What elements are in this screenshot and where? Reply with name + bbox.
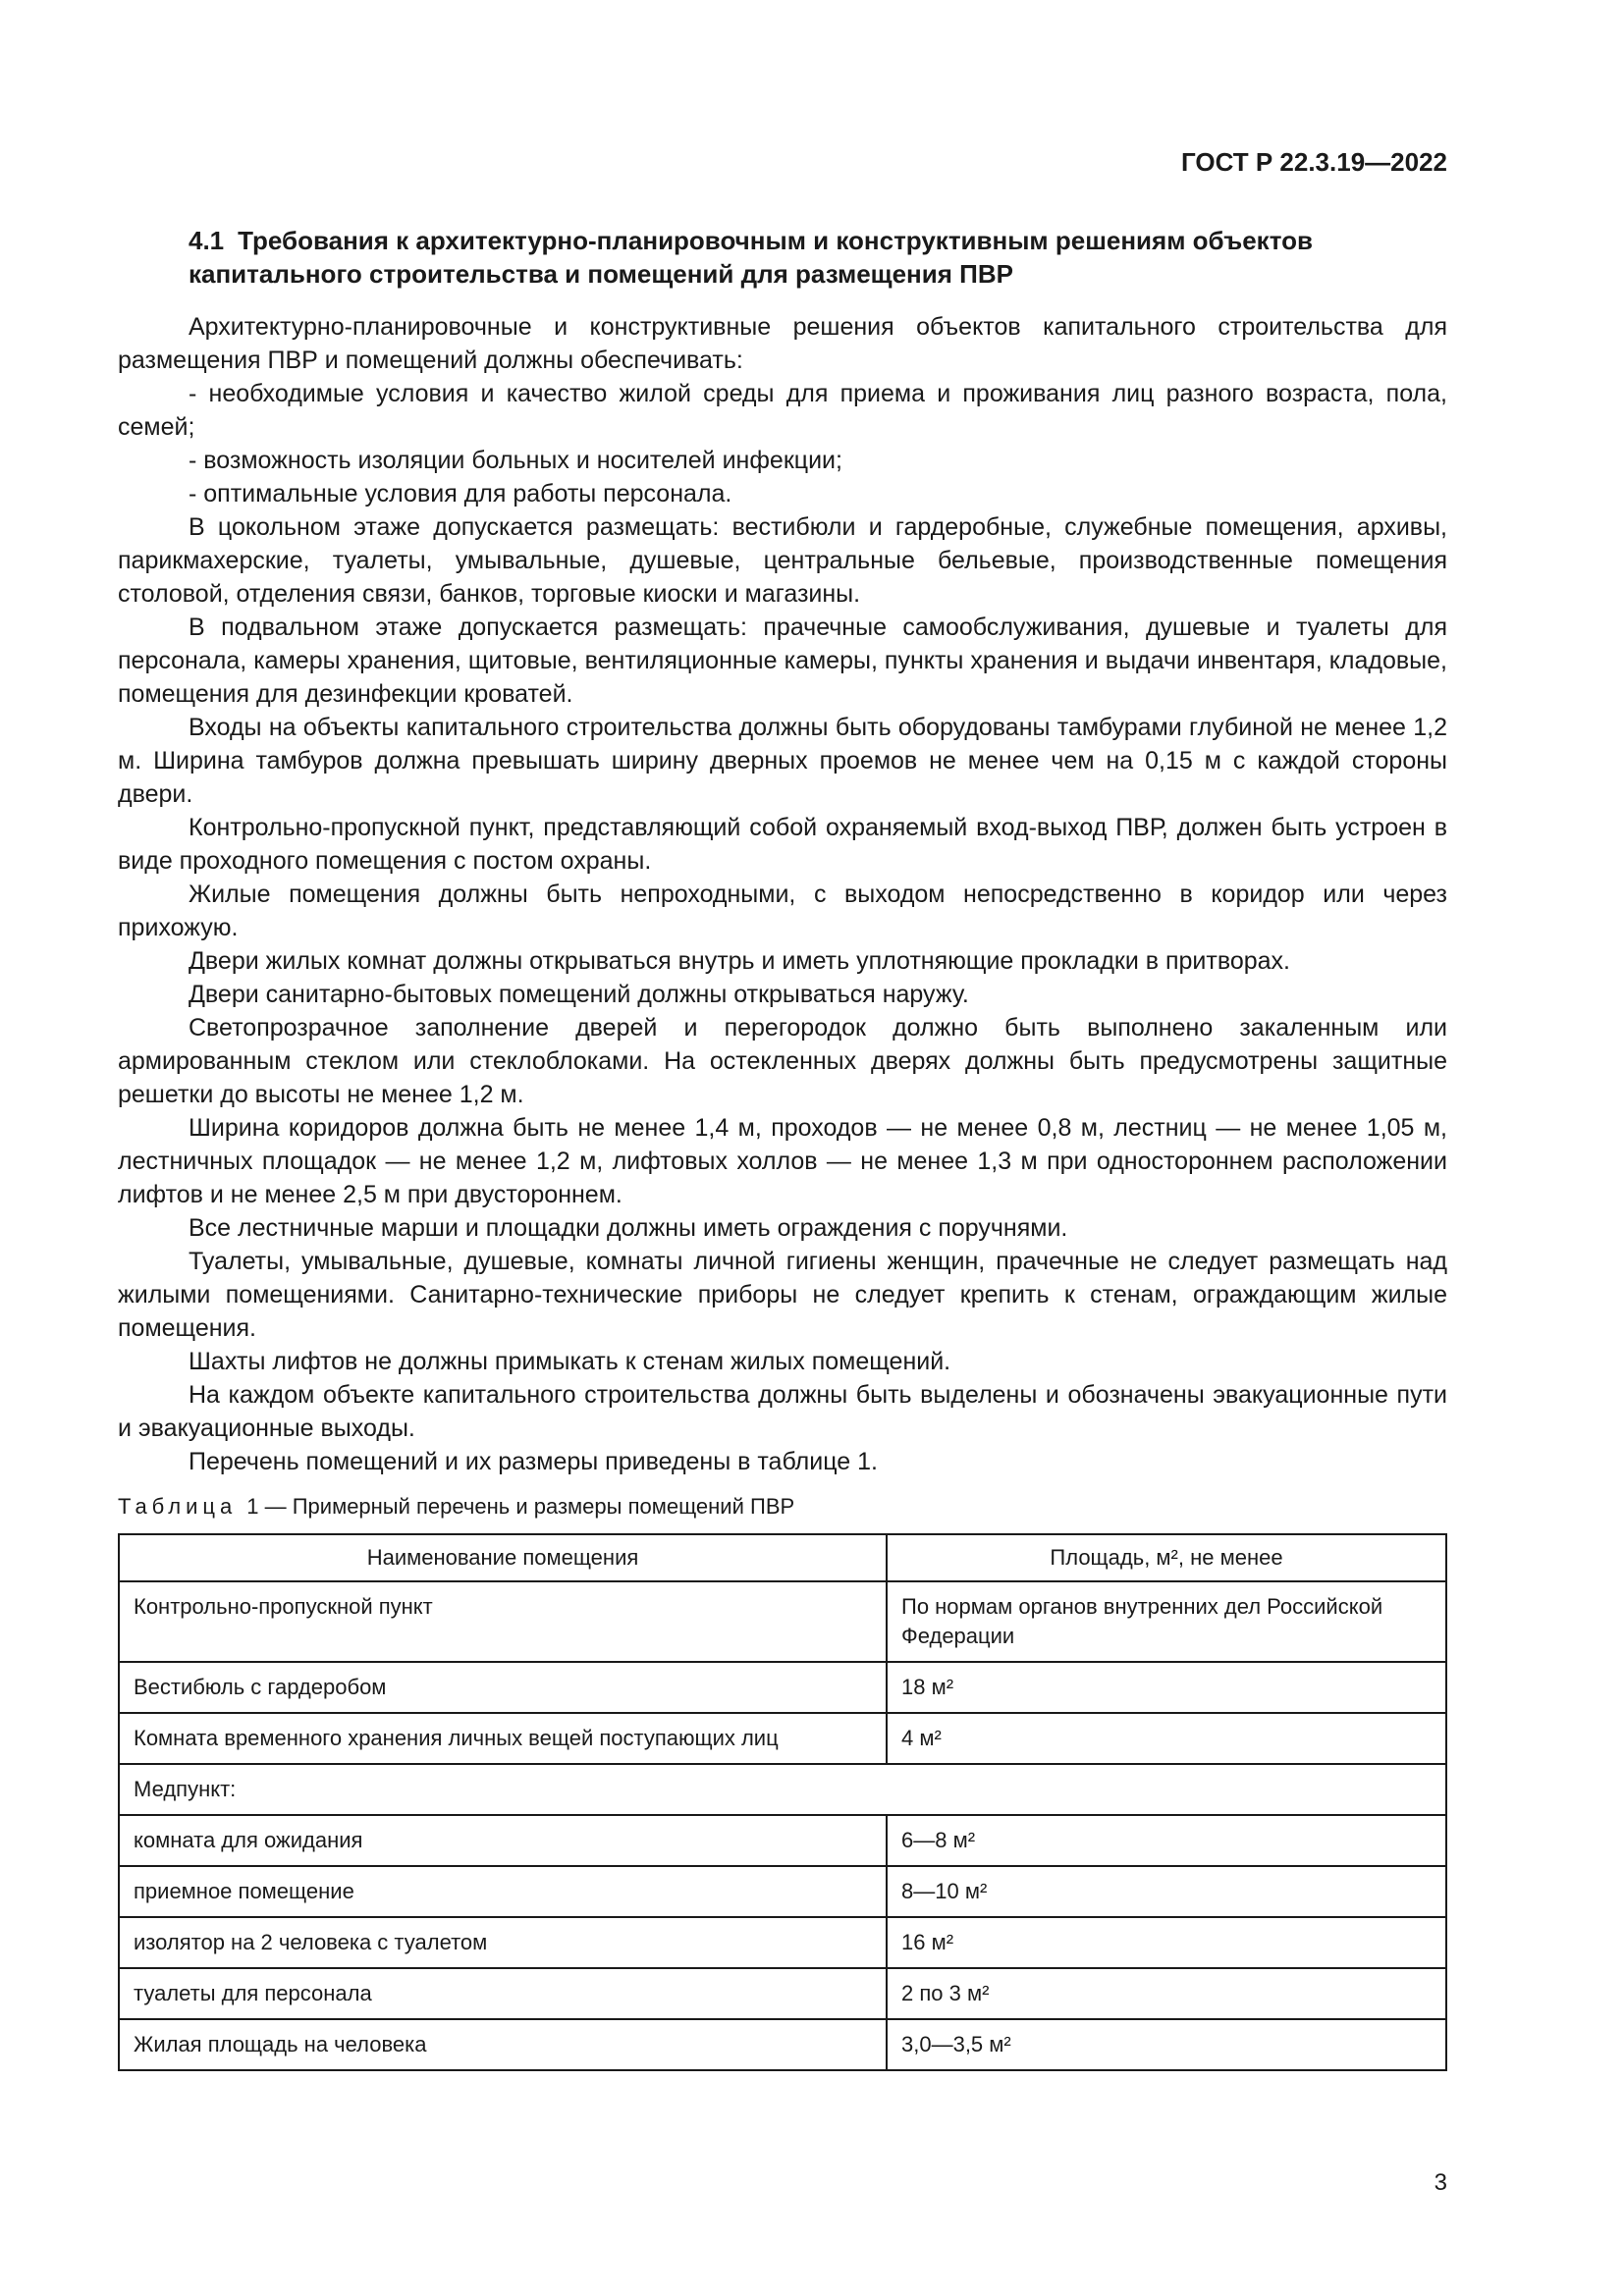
paragraph: В подвальном этаже допускается размещать: прачечные самообслуживания, душевые и туалеты для персонала, камеры хранения, щитовые, вентиляционные камеры, пункты хранения и выдачи инвентаря, кладовые, помещения для дезинфекции кроватей. [118, 614, 1447, 708]
paragraph: Двери жилых комнат должны открываться внутрь и иметь уплотняющие прокладки в притворах. [189, 947, 1290, 975]
table-cell-area: 2 по 3 м² [887, 1968, 1446, 2019]
column-header-room-name: Наименование помещения [119, 1534, 887, 1581]
table-row [119, 1662, 1446, 1713]
paragraph: Шахты лифтов не должны примыкать к стенам жилых помещений. [189, 1348, 951, 1375]
table-cell-area: 6—8 м² [887, 1815, 1446, 1866]
paragraph: Перечень помещений и их размеры приведены в таблице 1. [189, 1448, 878, 1475]
rooms-table [118, 1533, 1447, 2071]
standard-code: ГОСТ Р 22.3.19—2022 [1180, 147, 1447, 177]
table-header-row [119, 1534, 1446, 1581]
paragraph: В цокольном этаже допускается размещать: вестибюли и гардеробные, служебные помещения, архивы, парикмахерские, туалеты, умывальные, душевые, центральные бельевые, производственные помещения столовой, отделения связи, банков, торговые киоски и магазины. [118, 513, 1447, 608]
paragraph: Двери санитарно-бытовых помещений должны открываться наружу. [189, 981, 969, 1008]
table-caption [118, 1492, 1447, 1522]
paragraph: Все лестничные марши и площадки должны иметь ограждения с поручнями. [189, 1214, 1068, 1242]
table-cell-room: туалеты для персонала [119, 1968, 887, 2019]
section-title: Требования к архитектурно-планировочным и конструктивным решениям объектов капитального строительства и помещений для размещения ПВР [189, 226, 1313, 289]
paragraph: - необходимые условия и качество жилой среды для приема и проживания лиц разного возраста, пола, семей; [118, 380, 1447, 441]
paragraph: Жилые помещения должны быть непроходными, с выходом непосредственно в коридор или через прихожую. [118, 881, 1447, 941]
table-row [119, 1917, 1446, 1968]
table-cell-room: Жилая площадь на человека [119, 2019, 887, 2070]
table-cell-room: приемное помещение [119, 1866, 887, 1917]
table-row [119, 1866, 1446, 1917]
paragraph: Светопрозрачное заполнение дверей и перегородок должно быть выполнено закаленным или армированным стеклом или стеклоблоками. На остекленных дверях должны быть предусмотрены защитные решетки до высоты не менее 1,2 м. [118, 1014, 1447, 1108]
paragraph: Ширина коридоров должна быть не менее 1,4 м, проходов — не менее 0,8 м, лестниц — не менее 1,05 м, лестничных площадок — не менее 1,2 м, лифтовых холлов — не менее 1,3 м при одностороннем расположении лифтов и не менее 2,5 м при двустороннем. [118, 1114, 1447, 1208]
table-cell-area: 3,0—3,5 м² [887, 2019, 1446, 2070]
page-content [118, 224, 1447, 2071]
paragraph: - оптимальные условия для работы персонала. [189, 480, 732, 507]
table-cell-area: 16 м² [887, 1917, 1446, 1968]
paragraph: Туалеты, умывальные, душевые, комнаты личной гигиены женщин, прачечные не следует размещать над жилыми помещениями. Санитарно-технические приборы не следует крепить к стенам, ограждающим жилые помещения. [118, 1248, 1447, 1342]
table-caption-label: Таблица [118, 1494, 238, 1519]
table-row [119, 1713, 1446, 1764]
table-cell-area: 18 м² [887, 1662, 1446, 1713]
table-cell-room: комната для ожидания [119, 1815, 887, 1866]
paragraph: Архитектурно-планировочные и конструктивные решения объектов капитального строительства для размещения ПВР и помещений должны обеспечивать: [118, 313, 1447, 374]
table-row [119, 1581, 1446, 1662]
page-number: 3 [1434, 2169, 1447, 2196]
table-cell-room: Вестибюль с гардеробом [119, 1662, 887, 1713]
section-heading [118, 224, 1447, 291]
table-cell-room: изолятор на 2 человека с туалетом [119, 1917, 887, 1968]
table-row [119, 1815, 1446, 1866]
table-row [119, 2019, 1446, 2070]
section-number: 4.1 [189, 226, 225, 255]
table-cell-area: По нормам органов внутренних дел Российской Федерации [887, 1581, 1446, 1662]
paragraph: Входы на объекты капитального строительства должны быть оборудованы тамбурами глубиной не менее 1,2 м. Ширина тамбуров должна превышать ширину дверных проемов не менее чем на 0,15 м с каждой стороны двери. [118, 714, 1447, 808]
paragraph: - возможность изоляции больных и носителей инфекции; [189, 447, 842, 474]
table-cell-area: 8—10 м² [887, 1866, 1446, 1917]
column-header-area: Площадь, м², не менее [887, 1534, 1446, 1581]
table-cell-area: 4 м² [887, 1713, 1446, 1764]
paragraph: На каждом объекте капитального строительства должны быть выделены и обозначены эвакуационные пути и эвакуационные выходы. [118, 1381, 1447, 1442]
table-cell-group-heading: Медпункт: [119, 1764, 1446, 1815]
table-row-group [119, 1764, 1446, 1815]
table-cell-room: Комната временного хранения личных вещей поступающих лиц [119, 1713, 887, 1764]
table-row [119, 1968, 1446, 2019]
table-caption-text: 1 — Примерный перечень и размеры помещений ПВР [246, 1494, 795, 1519]
paragraph: Контрольно-пропускной пункт, представляющий собой охраняемый вход-выход ПВР, должен быть устроен в виде проходного помещения с постом охраны. [118, 814, 1447, 875]
table-cell-room: Контрольно-пропускной пункт [119, 1581, 887, 1662]
